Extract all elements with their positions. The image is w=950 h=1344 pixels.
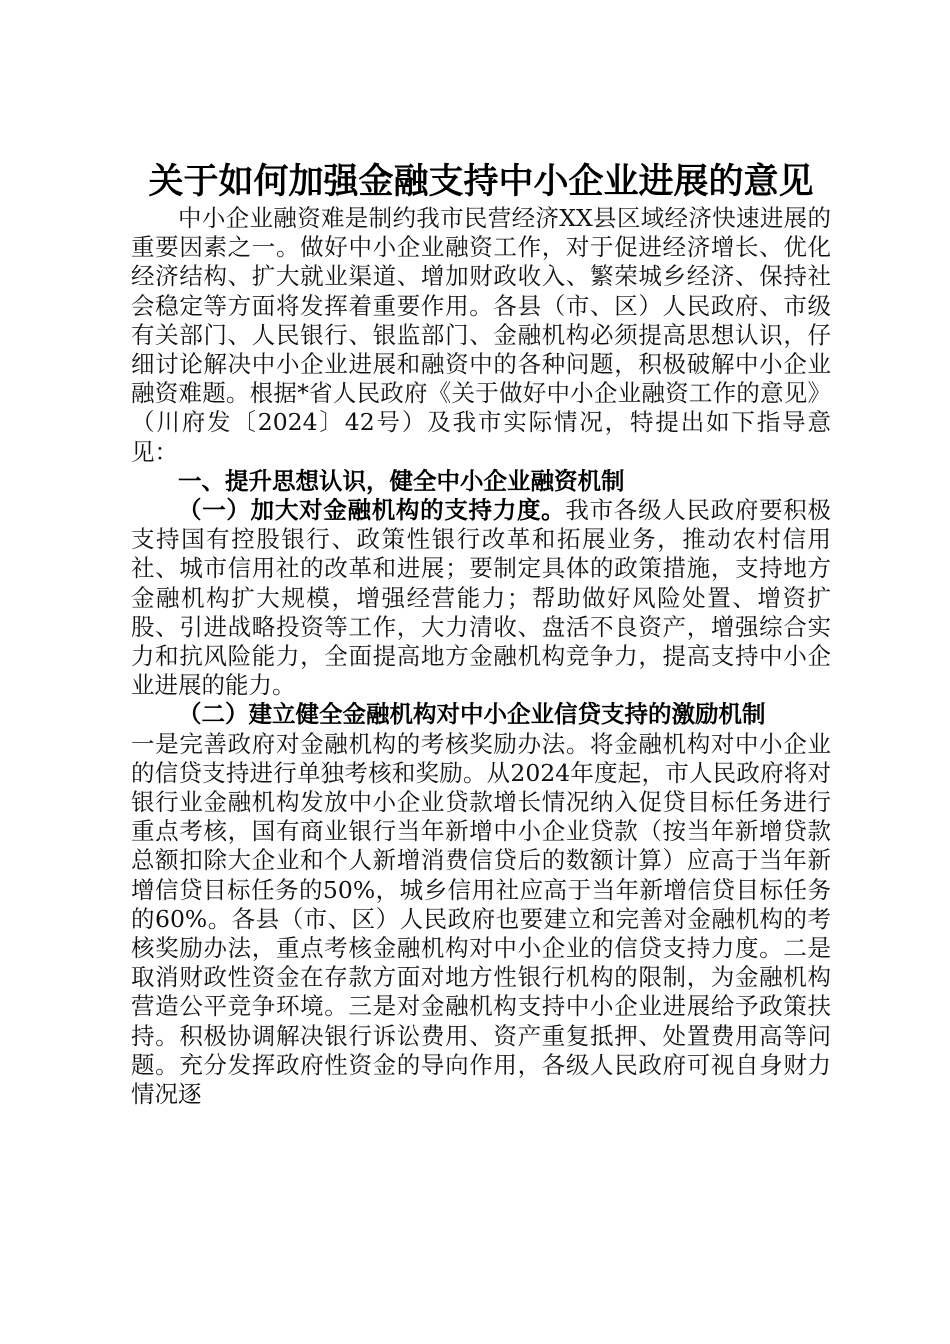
subsection-1-paragraph xyxy=(131,496,831,700)
document-page xyxy=(131,160,831,1109)
document-title: 关于如何加强金融支持中小企业进展的意见 xyxy=(148,162,814,202)
section-heading-1: 一、提升思想认识，健全中小企业融资机制 xyxy=(178,466,625,495)
subsection-2-heading: （二）建立健全金融机构对中小企业信贷支持的激励机制 xyxy=(178,700,766,729)
intro-paragraph: 中小企业融资难是制约我市民营经济XX县区域经济快速进展的重要因素之一。做好中小企业融资工作，对于促进经济增长、优化经济结构、扩大就业渠道、增加财政收入、繁荣城乡经济、保持社会稳定等方面将发挥着重要作用。各县（市、区）人民政府、市级有关部门、人民银行、银监部门、金融机构必须提高思想认识，仔细讨论解决中小企业进展和融资中的各种问题，积极破解中小企业融资难题。根据*省人民政府《关于做好中小企业融资工作的意见》（川府发〔2024〕42号）及我市实际情况，特提出如下指导意见： xyxy=(131,204,831,466)
subsection-1-body: 我市各级人民政府要积极支持国有控股银行、政策性银行改革和拓展业务，推动农村信用社、城市信用社的改革和进展；要制定具体的政策措施，支持地方金融机构扩大规模，增强经营能力；帮助做好风险处置、增资扩股、引进战略投资等工作，大力清收、盘活不良资产，增强综合实力和抗风险能力，全面提高地方金融机构竞争力，提高支持中小企业进展的能力。 xyxy=(131,496,832,700)
subsection-1-lead: （一）加大对金融机构的支持力度。 xyxy=(178,496,566,525)
subsection-2-body: 一是完善政府对金融机构的考核奖励办法。将金融机构对中小企业的信贷支持进行单独考核和奖励。从2024年度起，市人民政府将对银行业金融机构发放中小企业贷款增长情况纳入促贷目标任务进行重点考核，国有商业银行当年新增中小企业贷款（按当年新增贷款总额扣除大企业和个人新增消费信贷后的数额计算）应高于当年新增信贷目标任务的50%，城乡信用社应高于当年新增信贷目标任务的60%。各县（市、区）人民政府也要建立和完善对金融机构的考核奖励办法，重点考核金融机构对中小企业的信贷支持力度。二是取消财政性资金在存款方面对地方性银行机构的限制，为金融机构营造公平竞争环境。三是对金融机构支持中小企业进展给予政策扶持。积极协调解决银行诉讼费用、资产重复抵押、处置费用高等问题。充分发挥政府性资金的导向作用，各级人民政府可视自身财力情况逐 xyxy=(131,729,831,1109)
